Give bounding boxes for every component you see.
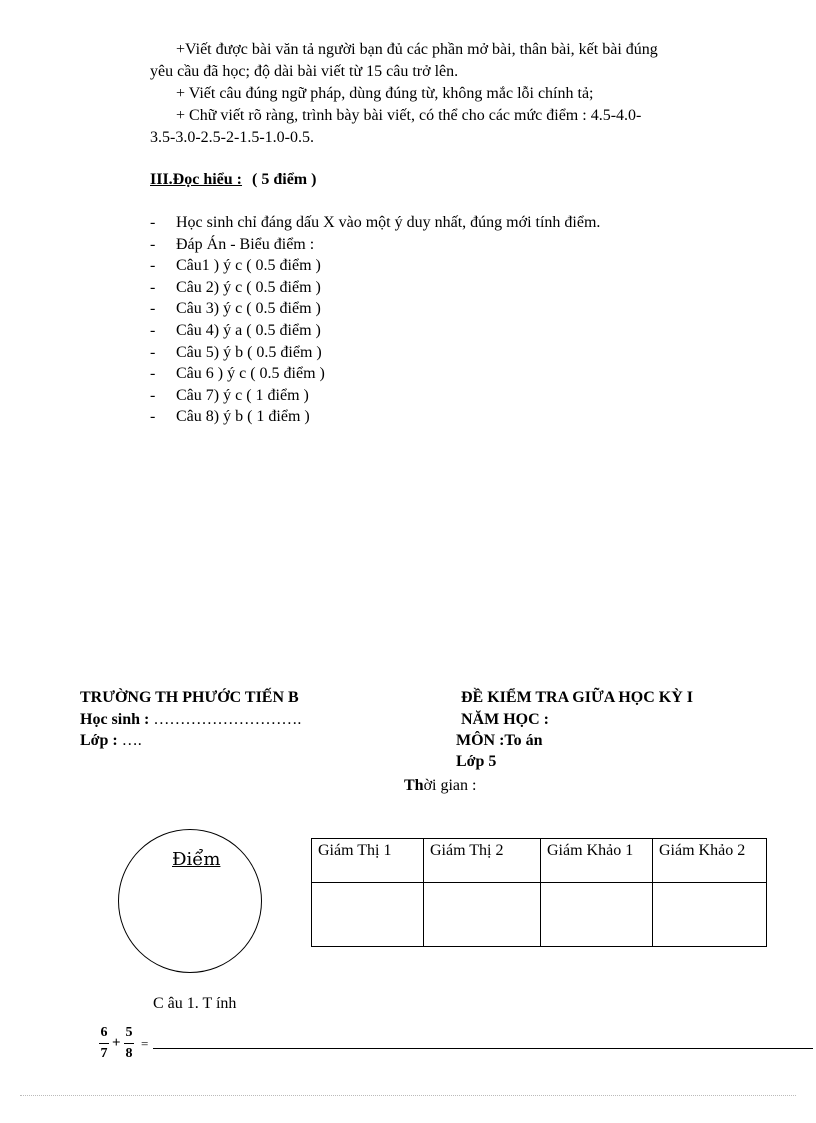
fraction-1-bar <box>99 1043 109 1044</box>
list-item: - Học sinh chỉ đáng dấu X vào một ý duy nhất, đúng mới tính điểm. <box>150 214 601 231</box>
scoring-line-5: 3.5-3.0-2.5-2-1.5-1.0-0.5. <box>150 129 314 146</box>
fraction-2-bar <box>124 1043 134 1044</box>
answer-line[interactable] <box>153 1048 813 1049</box>
signature-cell[interactable] <box>541 883 653 947</box>
examiner-table <box>311 838 767 947</box>
list-item: - Câu 3) ý c ( 0.5 điểm ) <box>150 300 321 318</box>
scoring-line-1: +Viết được bài văn tả người bạn đủ các phần mở bài, thân bài, kết bài đúng <box>176 41 658 58</box>
examiner-header: Giám Khảo 1 <box>541 839 653 883</box>
fraction-1-numerator: 6 <box>100 1025 108 1040</box>
list-item: - Câu1 ) ý c ( 0.5 điểm ) <box>150 257 321 275</box>
list-item: - Đáp Án - Biểu điểm : <box>150 235 315 253</box>
school-name: TRƯỜNG TH PHƯỚC TIẾN B <box>80 689 299 706</box>
examiner-header: Giám Thị 1 <box>312 839 424 883</box>
fraction-2-numerator: 5 <box>125 1025 133 1040</box>
list-item: - Câu 8) ý b ( 1 điểm ) <box>150 408 310 426</box>
fraction-1-denominator: 7 <box>100 1046 108 1061</box>
class-field: Lớp : …. <box>80 732 142 749</box>
examiner-header: Giám Thị 2 <box>424 839 541 883</box>
section-3-title: III.Đọc hiểu : <box>150 171 243 188</box>
exam-title: ĐỀ KIỂM TRA GIỮA HỌC KỲ I <box>461 689 694 706</box>
page-footer-divider <box>20 1095 796 1096</box>
equals-sign: = <box>141 1036 149 1051</box>
scoring-line-3: + Viết câu đúng ngữ pháp, dùng đúng từ, không mắc lỗi chính tả; <box>176 85 594 102</box>
list-item: - Câu 7) ý c ( 1 điểm ) <box>150 386 309 404</box>
scoring-line-4: + Chữ viết rõ ràng, trình bày bài viết, có thể cho các mức điểm : 4.5-4.0- <box>176 107 642 124</box>
time-field: Thời gian : <box>404 777 477 794</box>
list-item: - Câu 5) ý b ( 0.5 điểm ) <box>150 343 322 361</box>
score-label: Điểm <box>172 849 221 870</box>
subject: MÔN :To án <box>456 732 543 749</box>
grade: Lớp 5 <box>456 753 497 770</box>
signature-cell[interactable] <box>424 883 541 947</box>
list-item: - Câu 6 ) ý c ( 0.5 điểm ) <box>150 365 325 383</box>
fraction-2-denominator: 8 <box>125 1046 133 1061</box>
student-name-field: Học sinh : ………………………. <box>80 711 302 728</box>
list-item: - Câu 4) ý a ( 0.5 điểm ) <box>150 321 321 339</box>
table-row <box>312 883 767 947</box>
question-1-label: C âu 1. T ính <box>153 995 237 1012</box>
list-item: - Câu 2) ý c ( 0.5 điểm ) <box>150 278 321 296</box>
signature-cell[interactable] <box>312 883 424 947</box>
signature-cell[interactable] <box>653 883 767 947</box>
scoring-line-2: yêu cầu đã học; độ dài bài viết từ 15 câu trở lên. <box>150 63 459 80</box>
plus-sign: + <box>112 1035 121 1051</box>
answer-list <box>150 212 600 428</box>
examiner-header: Giám Khảo 2 <box>653 839 767 883</box>
school-year: NĂM HỌC : <box>461 711 549 728</box>
table-row <box>312 839 767 883</box>
section-3-points: ( 5 điểm ) <box>252 171 317 188</box>
section-3-heading <box>150 170 316 189</box>
